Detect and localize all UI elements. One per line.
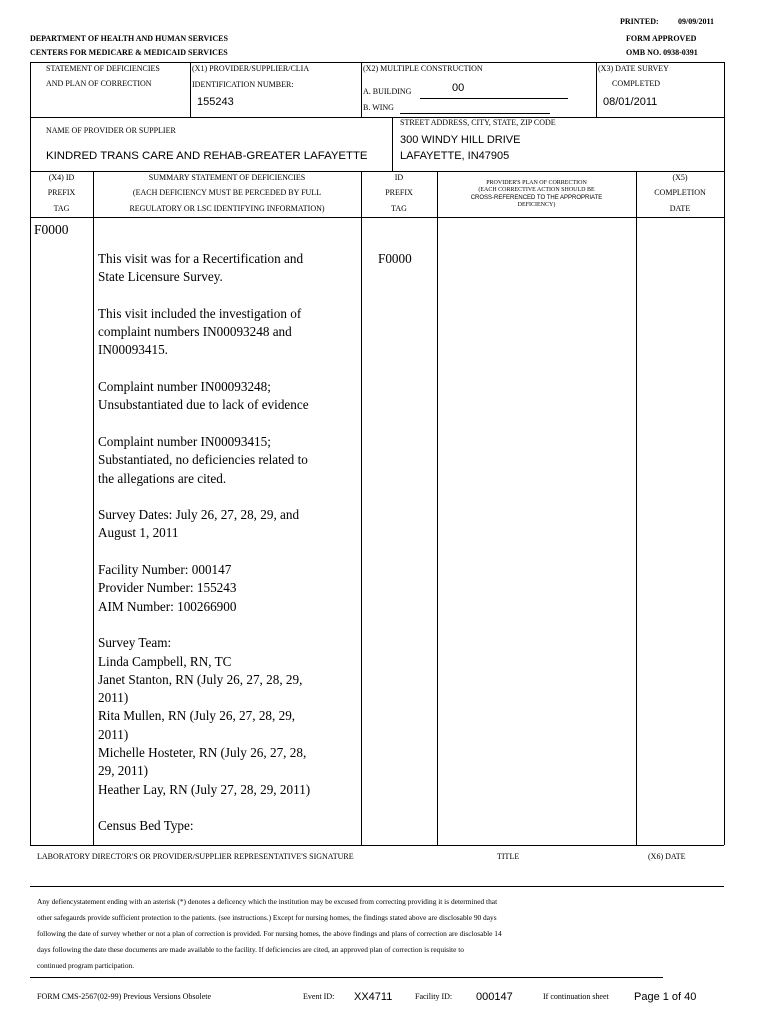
agency-name: CENTERS FOR MEDICARE & MEDICAID SERVICES <box>30 48 228 57</box>
summary-paragraph <box>98 561 348 616</box>
summary-header-line2: (EACH DEFICIENCY MUST BE PERCEDED BY FULL <box>132 188 322 197</box>
summary-paragraph <box>98 634 348 799</box>
city-state-zip: LAFAYETTE, IN47905 <box>400 150 510 162</box>
building-label: A. BUILDING <box>363 87 412 96</box>
disclaimer-line: days following the date these documents are made available to the facility. If deficiencies are cited, an approved plan of correction is requisite to <box>37 945 464 954</box>
wing-label: B. WING <box>363 103 394 112</box>
summary-paragraph <box>98 433 348 488</box>
summary-paragraph <box>98 305 348 360</box>
summary-line: 2011) <box>98 690 129 706</box>
facility-id-label: Facility ID: <box>415 992 453 1001</box>
summary-line: Complaint number IN00093248; <box>98 379 271 395</box>
event-id-value: XX4711 <box>354 991 393 1003</box>
summary-paragraph <box>98 817 348 835</box>
provider-id-value: 155243 <box>197 96 234 108</box>
summary-line: Survey Team: <box>98 635 172 651</box>
form-approved-label: FORM APPROVED <box>626 34 697 43</box>
prefix-tag: F0000 <box>34 222 69 237</box>
id-prefix-tag: F0000 <box>378 251 412 266</box>
x3-label-line1: (X3) DATE SURVEY <box>598 64 669 73</box>
x5-header-line3: DATE <box>669 204 691 213</box>
summary-header-line3: REGULATORY OR LSC IDENTIFYING INFORMATION) <box>129 204 325 213</box>
summary-line: Provider Number: 155243 <box>98 580 237 596</box>
department-name: DEPARTMENT OF HEALTH AND HUMAN SERVICES <box>30 34 228 43</box>
statement-label-line2: AND PLAN OF CORRECTION <box>46 79 152 88</box>
x4-header-line1: (X4) ID <box>48 173 75 182</box>
provider-name-label: NAME OF PROVIDER OR SUPPLIER <box>46 126 176 135</box>
continuation-label: If continuation sheet <box>543 992 609 1001</box>
summary-line: Facility Number: 000147 <box>98 562 232 578</box>
summary-line: 2011) <box>98 726 129 742</box>
summary-line: Census Bed Type: <box>98 818 194 834</box>
summary-line: the allegations are cited. <box>98 470 227 486</box>
disclaimer-line: Any defiencystatement ending with an asterisk (*) denotes a deficency which the institution may be excused from correcting providing it is determined that <box>37 897 498 906</box>
title-label: TITLE <box>497 852 520 861</box>
deficiency-summary-text <box>98 250 348 854</box>
summary-paragraph <box>98 250 348 287</box>
summary-line: 29, 2011) <box>98 763 149 779</box>
summary-line: Complaint number IN00093415; <box>98 433 271 449</box>
statement-label-line1: STATEMENT OF DEFICIENCIES <box>46 64 160 73</box>
disclaimer-line: other safegaurds provide sufficient protection to the patients. (see instructions.) Except for nursing homes, the findings stated above are disclosable 90 days <box>37 913 497 922</box>
signature-label: LABORATORY DIRECTOR'S OR PROVIDER/SUPPLIER REPRESENTATIVE'S SIGNATURE <box>37 852 354 861</box>
x4-header-line3: TAG <box>53 204 70 213</box>
x1-label-line1: (X1) PROVIDER/SUPPLIER/CLIA <box>192 64 310 73</box>
id-header-line1: ID <box>394 173 404 182</box>
plan-header-line2: (EACH CORRECTIVE ACTION SHOULD BE <box>478 187 595 193</box>
summary-line: complaint numbers IN00093248 and <box>98 324 292 340</box>
address-label: STREET ADDRESS, CITY, STATE, ZIP CODE <box>400 118 556 127</box>
x4-header-line2: PREFIX <box>47 188 76 197</box>
summary-line: Heather Lay, RN (July 27, 28, 29, 2011) <box>98 781 311 797</box>
summary-line: August 1, 2011 <box>98 525 179 541</box>
x3-label-line2: COMPLETED <box>612 79 660 88</box>
summary-line: Michelle Hosteter, RN (July 26, 27, 28, <box>98 745 307 761</box>
id-header-line2: PREFIX <box>385 188 413 197</box>
plan-header-line4: DEFICIENCY) <box>517 202 556 208</box>
summary-header-line1: SUMMARY STATEMENT OF DEFICIENCIES <box>148 173 306 182</box>
summary-paragraph <box>98 378 348 415</box>
facility-id-value: 000147 <box>476 991 513 1003</box>
x5-header-line1: (X5) <box>672 173 688 182</box>
summary-line: Unsubstantiated due to lack of evidence <box>98 397 309 413</box>
summary-line: Survey Dates: July 26, 27, 28, 29, and <box>98 507 300 523</box>
survey-completed-date: 08/01/2011 <box>603 96 658 108</box>
disclaimer-line: continued program participation. <box>37 961 135 970</box>
building-value: 00 <box>452 82 465 94</box>
summary-line: Linda Campbell, RN, TC <box>98 653 232 669</box>
summary-paragraph <box>98 506 348 543</box>
disclaimer-line: following the date of survey whether or not a plan of correction is provided. For nursing homes, the above findings and plans of correction are disclosable 14 <box>37 929 502 938</box>
street-address: 300 WINDY HILL DRIVE <box>400 134 521 146</box>
x6-date-label: (X6) DATE <box>648 852 686 861</box>
form-number: FORM CMS-2567(02-99) Previous Versions Obsolete <box>37 992 212 1001</box>
event-id-label: Event ID: <box>303 992 335 1001</box>
omb-number: OMB NO. 0938-0391 <box>626 48 698 57</box>
x1-label-line2: IDENTIFICATION NUMBER: <box>192 80 294 89</box>
printed-label: PRINTED: <box>620 17 659 26</box>
summary-line: AIM Number: 100266900 <box>98 598 237 614</box>
id-header-line3: TAG <box>391 204 407 213</box>
summary-line: This visit included the investigation of <box>98 305 302 321</box>
summary-line: Rita Mullen, RN (July 26, 27, 28, 29, <box>98 708 296 724</box>
summary-line: IN00093415. <box>98 342 168 358</box>
plan-header-line3: CROSS-REFERENCED TO THE APPROPRIATE <box>470 195 603 201</box>
printed-date: 09/09/2011 <box>678 17 715 26</box>
summary-line: Janet Stanton, RN (July 26, 27, 28, 29, <box>98 671 303 687</box>
plan-header-line1: PROVIDER'S PLAN OF CORRECTION <box>486 180 587 186</box>
x5-header-line2: COMPLETION <box>654 188 706 197</box>
summary-line: Substantiated, no deficiencies related to <box>98 452 308 468</box>
summary-line: State Licensure Survey. <box>98 269 223 285</box>
page-number: Page 1 of 40 <box>634 991 697 1003</box>
x2-label: (X2) MULTIPLE CONSTRUCTION <box>363 64 483 73</box>
provider-name-value: KINDRED TRANS CARE AND REHAB-GREATER LAFAYETTE <box>46 150 368 162</box>
summary-line: This visit was for a Recertification and <box>98 251 304 266</box>
